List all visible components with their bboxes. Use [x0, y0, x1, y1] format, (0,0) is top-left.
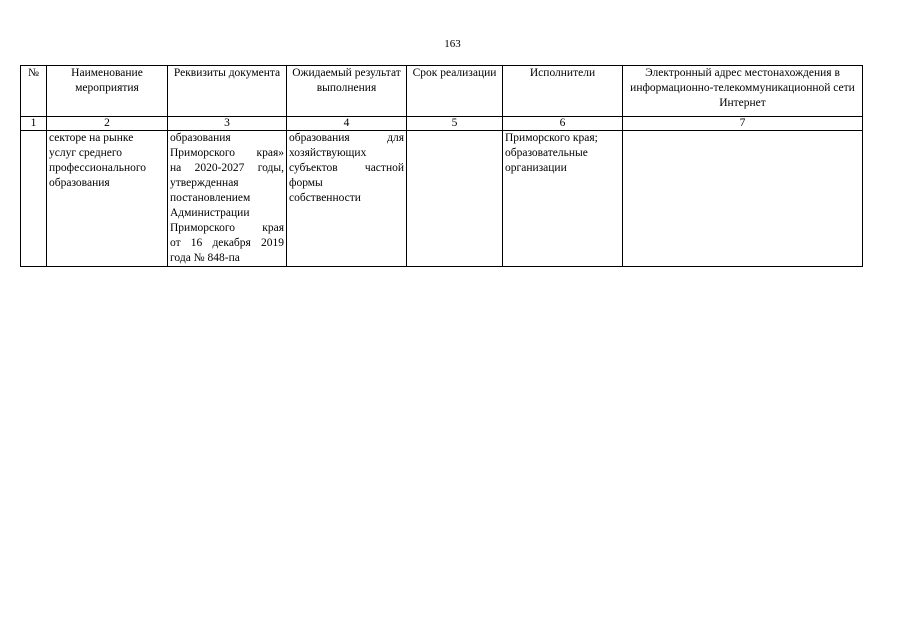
header-implementation-period: Срок реализации: [407, 66, 503, 117]
column-number: 2: [47, 117, 168, 131]
text-line: постановлением: [170, 192, 251, 204]
header-number: №: [21, 66, 47, 117]
text-line: хозяйствующих: [289, 147, 367, 159]
header-document-details: Реквизиты документа: [168, 66, 287, 117]
text-line: субъектов частной: [289, 162, 404, 174]
text-line: года № 848-па: [170, 252, 240, 264]
text-line: на 2020-2027 годы,: [170, 162, 284, 174]
text-line: утвержденная: [170, 177, 239, 189]
cell-number: [21, 131, 47, 267]
text-line: Приморского края: [170, 222, 284, 234]
text-line: формы: [289, 177, 323, 189]
activities-table: [20, 65, 863, 267]
table-row: [21, 131, 863, 267]
cell-event-name: секторе на рынке услуг среднего профессионального образования: [47, 131, 168, 267]
text-line: Администрации: [170, 207, 250, 219]
header-expected-result: Ожидаемый результат выполнения: [287, 66, 407, 117]
cell-internet-address: [623, 131, 863, 267]
column-number: 6: [503, 117, 623, 131]
column-number: 1: [21, 117, 47, 131]
column-number: 3: [168, 117, 287, 131]
header-row: [21, 66, 863, 117]
text-line: Приморского края»: [170, 147, 284, 159]
text-line: от 16 декабря 2019: [170, 237, 284, 249]
header-event-name: Наименование мероприятия: [47, 66, 168, 117]
text-line: образования: [170, 132, 231, 144]
cell-expected-result: [287, 131, 407, 267]
header-internet-address: Электронный адрес местонахождения в информационно-телекоммуникационной сети Интернет: [623, 66, 863, 117]
column-number: 7: [623, 117, 863, 131]
text-line: собственности: [289, 192, 361, 204]
cell-executors: Приморского края; образовательные организации: [503, 131, 623, 267]
cell-implementation-period: [407, 131, 503, 267]
text-line: образования для: [289, 132, 404, 144]
column-number-row: [21, 117, 863, 131]
column-number: 5: [407, 117, 503, 131]
page-number: 163: [444, 38, 461, 50]
cell-document-details: [168, 131, 287, 267]
column-number: 4: [287, 117, 407, 131]
header-executors: Исполнители: [503, 66, 623, 117]
